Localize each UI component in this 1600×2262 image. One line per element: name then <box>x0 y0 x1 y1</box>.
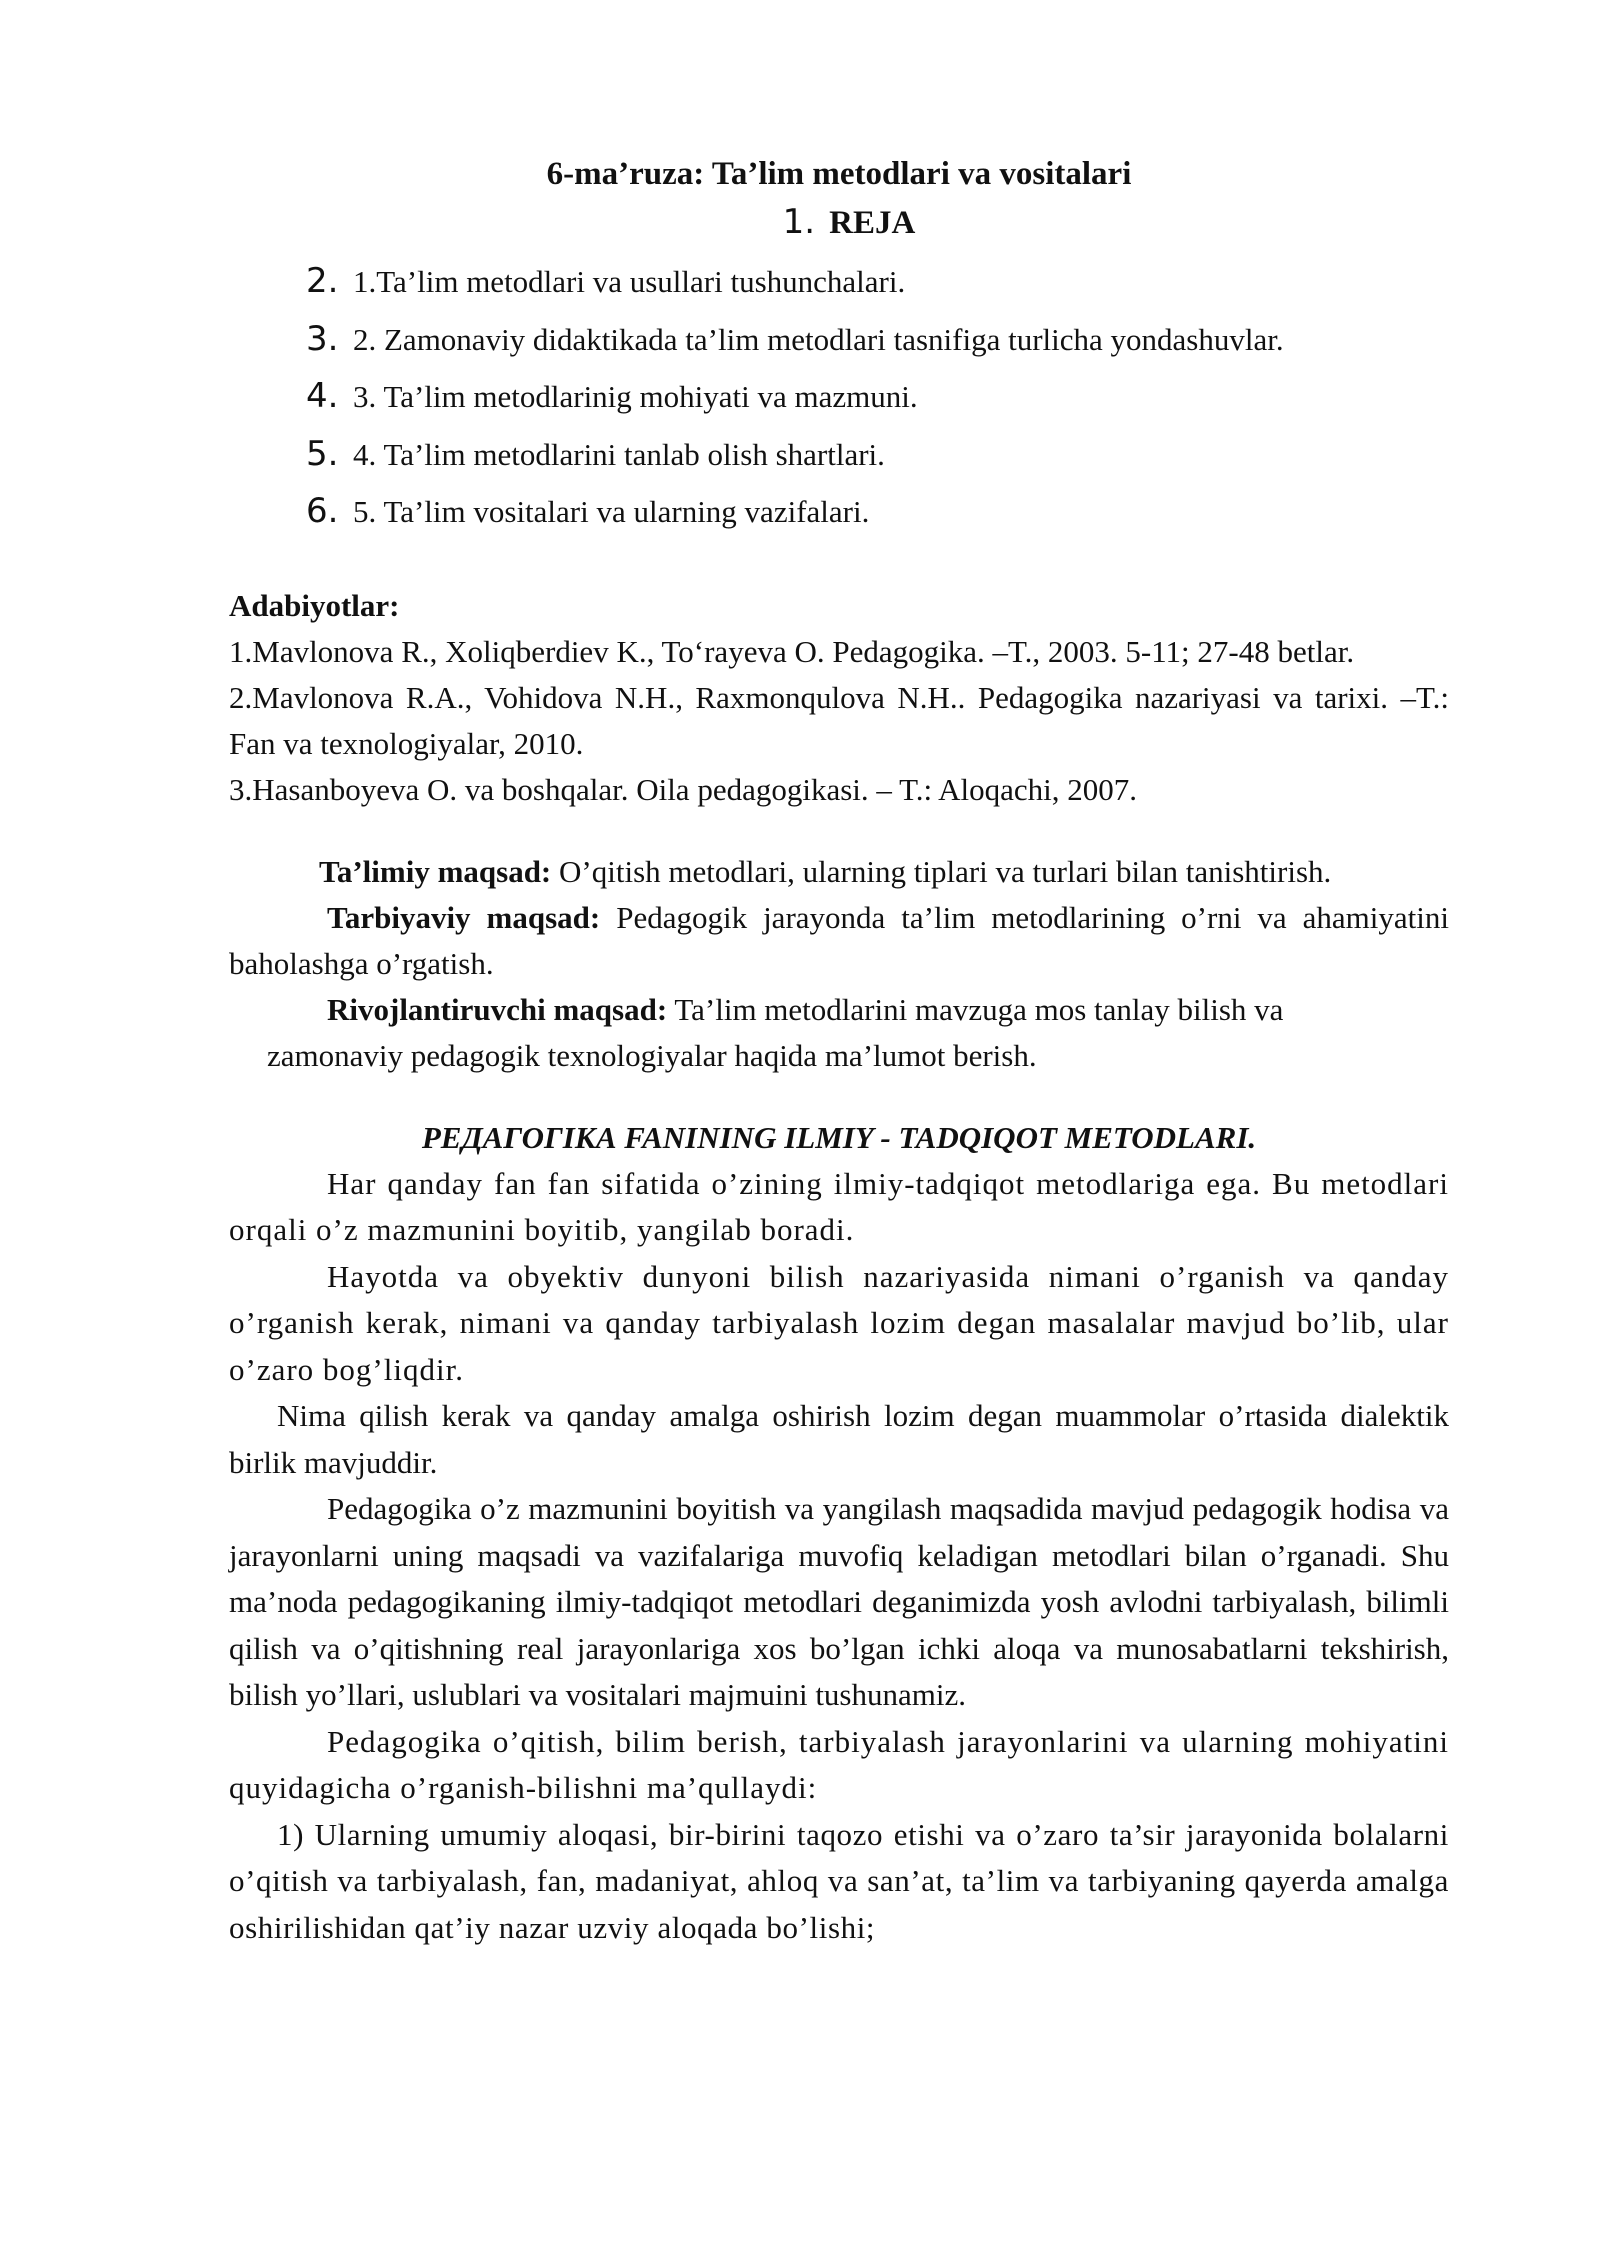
literature-item: 3.Hasanboyeva O. va boshqalar. Oila pedagogikasi. – T.: Aloqachi, 2007. <box>229 771 1137 807</box>
goal-upbringing <box>229 895 1449 987</box>
goal-educational-label: Ta’limiy maqsad: <box>319 853 552 889</box>
body-list-item: 1) Ularning umumiy aloqasi, bir-birini taqozo etishi va o’zaro ta’sir jarayonida bolalarni o’qitish va tarbiyalash, fan, madaniyat, ahloq va san’at, ta’lim va tarbiyaning qayerda amalga oshirilishidan qat’iy nazar uzviy aloqada bo’lishi; <box>229 1816 1449 1945</box>
plan-item-text: 5. Ta’lim vositalari va ularning vazifalari. <box>353 494 870 529</box>
plan-heading <box>229 198 1449 247</box>
goal-educational <box>229 849 1449 895</box>
plan-item-number: 5. <box>306 433 339 474</box>
goal-upbringing-label: Tarbiyaviy maqsad: <box>327 899 601 935</box>
plan-item <box>306 368 1449 426</box>
plan-item-number: 2. <box>306 261 339 301</box>
goals-block <box>229 849 1449 1079</box>
plan-item-number: 6. <box>306 491 339 531</box>
plan-item-number: 4. <box>306 376 339 416</box>
plan-heading-number: 1. <box>782 202 816 242</box>
plan-item-text: 2. Zamonaviy didaktikada ta’lim metodlari tasnifiga turlicha yondashuvlar. <box>353 321 1284 357</box>
plan-list <box>229 253 1449 541</box>
goal-developmental-label: Rivojlantiruvchi maqsad: <box>327 991 668 1027</box>
plan-item-text: 3. Ta’lim metodlarinig mohiyati va mazmuni. <box>353 379 918 414</box>
body-paragraph: Pedagogika o’qitish, bilim berish, tarbiyalash jarayonlarini va ularning mohiyatini quyidagicha o’rganish-bilishni ma’qullaydi: <box>229 1723 1449 1805</box>
literature-heading: Adabiyotlar: <box>229 587 400 623</box>
plan-item <box>306 311 1449 369</box>
document-page <box>229 150 1449 1951</box>
section-title: РЕДАГОГIКА FANINING ILMIY - TADQIQOT METODLARI. <box>421 1119 1257 1155</box>
plan-item-text: 1.Ta’lim metodlari va usullari tushunchalari. <box>353 264 906 299</box>
plan-item-number: 3. <box>306 318 339 359</box>
plan-heading-label: REJA <box>829 205 916 241</box>
body-paragraph: Nima qilish kerak va qanday amalga oshirish lozim degan muammolar o’rtasida dialektik birlik mavjuddir. <box>229 1398 1449 1480</box>
literature-item: 2.Mavlonova R.A., Vohidova N.H., Raxmonqulova N.H.. Pedagogika nazariyasi va tarixi. –T.: Fan va texnologiyalar, 2010. <box>229 679 1449 761</box>
body-paragraph: Hayotda va obyektiv dunyoni bilish nazariyasida nimani o’rganish va qanday o’rganish kerak, nimani va qanday tarbiyalash lozim degan masalalar mavjud bo’lib, ular o’zaro bog’liqdir. <box>229 1258 1449 1387</box>
goal-developmental-continued: zamonaviy pedagogik texnologiyalar haqida ma’lumot berish. <box>267 1037 1037 1073</box>
plan-item <box>306 483 1449 541</box>
goal-developmental <box>229 987 1449 1033</box>
plan-item <box>306 426 1449 484</box>
goal-developmental-text: Ta’lim metodlarini mavzuga mos tanlay bilish va <box>667 991 1284 1027</box>
body-paragraph: Har qanday fan fan sifatida o’zining ilmiy-tadqiqot metodlariga ega. Bu metodlari orqali o’z mazmunini boyitib, yangilab boradi. <box>229 1165 1449 1247</box>
body-paragraph: Pedagogika o’z mazmunini boyitish va yangilash maqsadida mavjud pedagogik hodisa va jarayonlarni uning maqsadi va vazifalariga muvofiq keladigan metodlari bilan o’rganadi. Shu ma’noda pedagogikaning ilmiy-tadqiqot metodlari deganimizda yosh avlodni tarbiyalash, bilimli qilish va o’qitishning real jarayonlariga xos bo’lgan ichki aloqa va munosabatlarni tekshirish, bilish yo’llari, uslublari va vositalari majmuini tushunamiz. <box>229 1491 1449 1712</box>
plan-item <box>306 253 1449 311</box>
literature-item: 1.Mavlonova R., Xoliqberdiev K., To‘rayeva O. Pedagogika. –T., 2003. 5-11; 27-48 betlar. <box>229 633 1355 669</box>
goal-upbringing-text: Pedagogik jarayonda ta’lim metodlarining o’rni va ahamiyatini baholashga o’rgatish. <box>229 899 1449 981</box>
lecture-title: 6-ma’ruza: Ta’lim metodlari va vositalari <box>546 156 1132 192</box>
goal-educational-text: O’qitish metodlari, ularning tiplari va turlari bilan tanishtirish. <box>551 853 1332 889</box>
plan-item-text: 4. Ta’lim metodlarini tanlab olish shartlari. <box>353 436 885 472</box>
